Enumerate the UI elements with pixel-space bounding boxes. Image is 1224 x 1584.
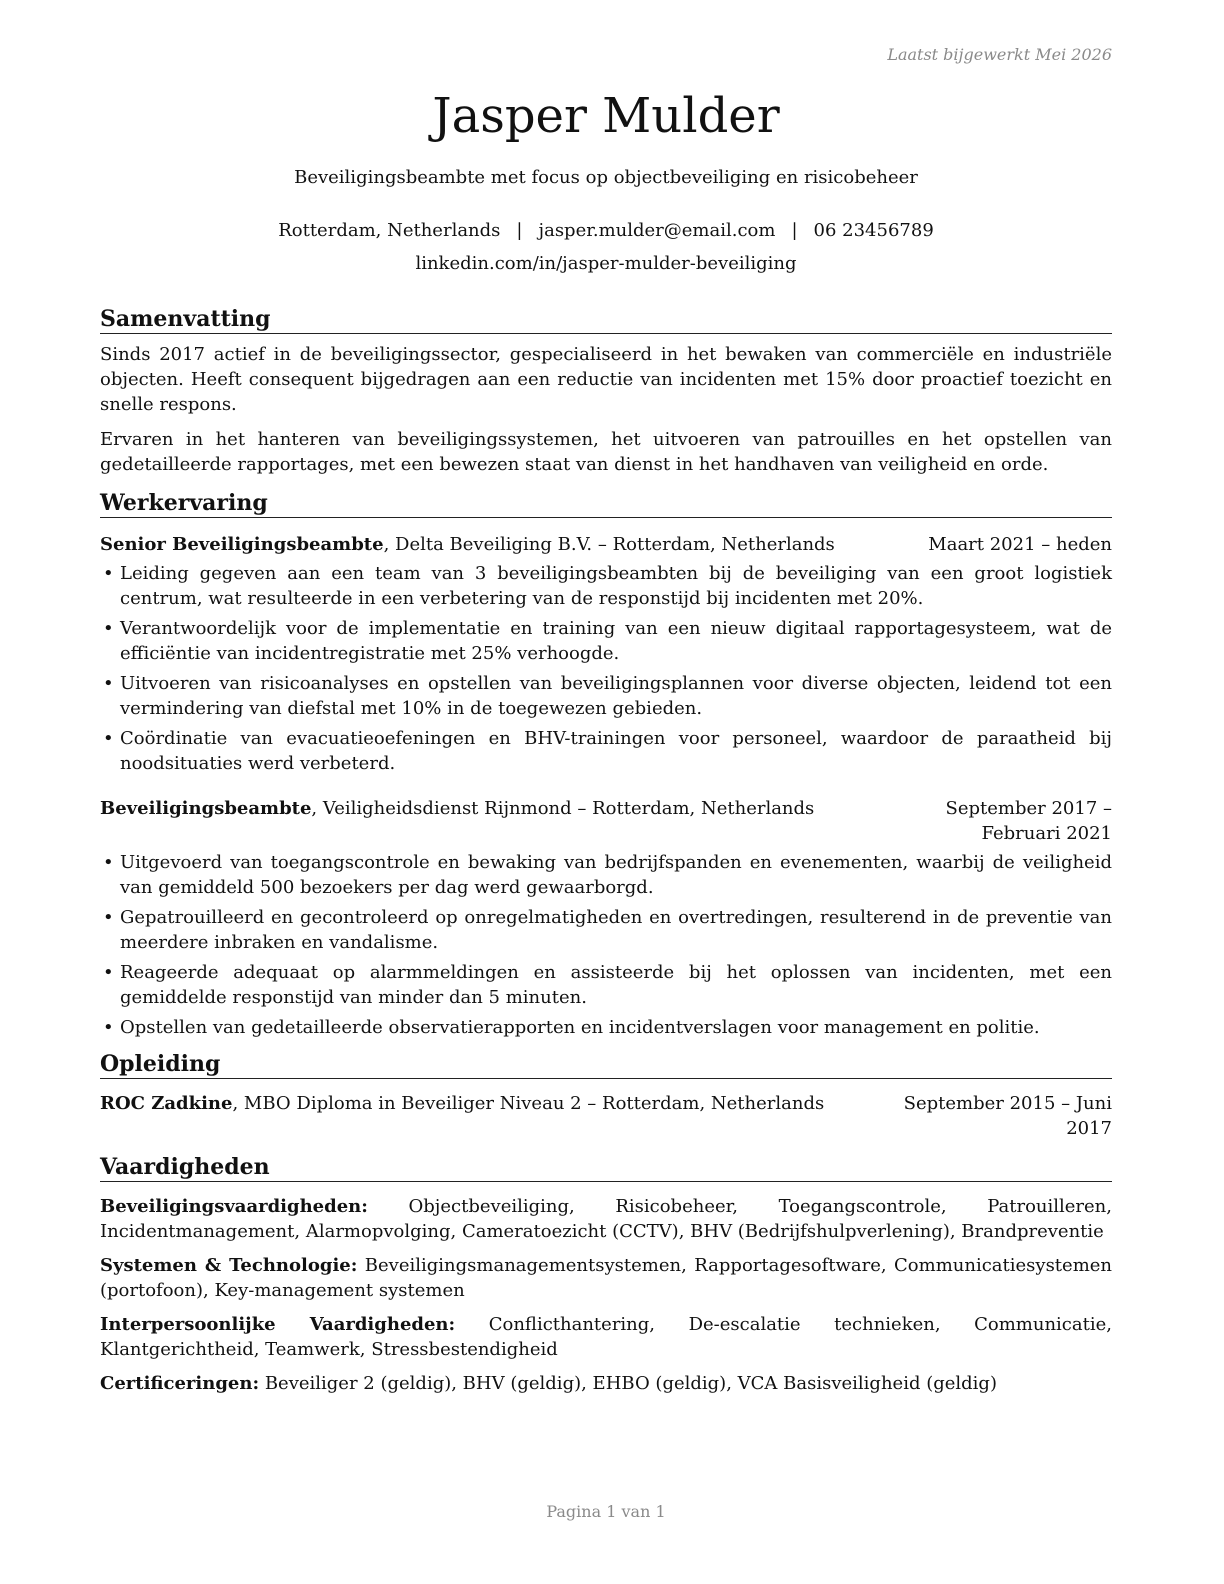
job-bullet: • Uitvoeren van risicoanalyses en opstellen van beveiligingsplannen voor diverse objecten, leidend tot een vermindering van diefstal met 10% in de toegewezen gebieden. <box>100 671 1112 721</box>
job-dates: Maart 2021 – heden <box>928 534 1112 555</box>
skill-values: Beveiligingsmanagementsystemen, Rapportagesoftware, Communicatiesystemen (portofoon), Key-management systemen <box>100 1255 1113 1301</box>
resume-page <box>100 0 1112 1584</box>
education-line <box>100 1091 824 1116</box>
skill-values: Conflicthantering, De-escalatie technieken, Communicatie, Klantgerichtheid, Teamwerk, Stressbestendigheid <box>100 1314 1112 1360</box>
skill-values: Objectbeveiliging, Risicobeheer, Toegangscontrole, Patrouilleren, Incidentmanagement, Alarmopvolging, Cameratoezicht (CCTV), BHV (Bedrijfshulpverlening), Brandpreventie <box>100 1196 1112 1242</box>
job-header <box>100 796 1112 846</box>
page-number: Pagina 1 van 1 <box>546 1502 666 1521</box>
job-title-line <box>100 796 814 821</box>
headline: Beveiligingsbeambte met focus op objectbeveiliging en risicobeheer <box>294 167 918 188</box>
candidate-name: Jasper Mulder <box>432 88 780 144</box>
education-school: ROC Zadkine <box>100 1093 233 1114</box>
resume-content <box>100 305 1112 1405</box>
job-bullets <box>100 850 1112 1040</box>
skill-label: Certificeringen: <box>100 1373 260 1394</box>
section-title-experience: Werkervaring <box>100 489 1112 518</box>
skill-group <box>100 1253 1112 1303</box>
summary-paragraph: Sinds 2017 actief in de beveiligingssector, gespecialiseerd in het bewaken van commerciële en industriële objecten. Heeft consequent bijgedragen aan een reductie van incidenten met 15% door proactief toezicht en snelle respons. <box>100 344 1112 415</box>
contact-separator: | <box>516 220 523 241</box>
summary-paragraph: Ervaren in het hanteren van beveiligingssystemen, het uitvoeren van patrouilles en het opstellen van gedetailleerde rapportages, met een bewezen staat van dienst in het handhaven van veiligheid en orde. <box>100 429 1112 475</box>
skill-label: Interpersoonlijke Vaardigheden: <box>100 1314 456 1335</box>
job-bullets <box>100 561 1112 776</box>
job-dates: September 2017 – Februari 2021 <box>945 798 1112 844</box>
job-entry <box>100 796 1112 1040</box>
job-bullet: • Uitgevoerd van toegangscontrole en bewaking van bedrijfspanden en evenementen, waarbij de veiligheid van gemiddeld 500 bezoekers per dag werd gewaarborgd. <box>100 850 1112 900</box>
skill-group <box>100 1194 1112 1244</box>
job-header <box>100 532 1112 557</box>
job-bullet: • Reageerde adequaat op alarmmeldingen en assisteerde bij het oplossen van incidenten, met een gemiddelde responstijd van minder dan 5 minuten. <box>100 960 1112 1010</box>
contact-phone[interactable]: 06 23456789 <box>813 220 934 241</box>
skill-label: Beveiligingsvaardigheden: <box>100 1196 368 1217</box>
education-entry <box>100 1091 1112 1141</box>
education-dates: September 2015 – Juni 2017 <box>903 1093 1112 1139</box>
section-title-summary: Samenvatting <box>100 305 1112 334</box>
skill-values: Beveiliger 2 (geldig), BHV (geldig), EHBO (geldig), VCA Basisveiligheid (geldig) <box>259 1373 997 1394</box>
section-title-education: Opleiding <box>100 1050 1112 1079</box>
job-entry <box>100 532 1112 776</box>
skills-list <box>100 1194 1112 1396</box>
contact-separator: | <box>791 220 798 241</box>
job-bullet: • Gepatrouilleerd en gecontroleerd op onregelmatigheden en overtredingen, resulterend in de preventie van meerdere inbraken en vandalisme. <box>100 905 1112 955</box>
job-bullet: • Coördinatie van evacuatieoefeningen en BHV-trainingen voor personeel, waardoor de paraatheid bij noodsituaties werd verbeterd. <box>100 726 1112 776</box>
job-title: Senior Beveiligingsbeambte <box>100 534 384 555</box>
education-degree: , MBO Diploma in Beveiliger Niveau 2 – Rotterdam, Netherlands <box>232 1093 825 1114</box>
job-title-line <box>100 532 835 557</box>
contact-email[interactable]: jasper.mulder@email.com <box>538 220 776 241</box>
job-employer: , Veiligheidsdienst Rijnmond – Rotterdam, Netherlands <box>311 798 815 819</box>
job-title: Beveiligingsbeambte <box>100 798 312 819</box>
job-bullet: • Opstellen van gedetailleerde observatierapporten en incidentverslagen voor management en politie. <box>100 1015 1112 1040</box>
skill-label: Systemen & Technologie: <box>100 1255 358 1276</box>
skill-group <box>100 1371 1112 1396</box>
skill-group <box>100 1312 1112 1362</box>
contact-linkedin[interactable]: linkedin.com/in/jasper-mulder-beveiliging <box>415 253 797 274</box>
section-title-skills: Vaardigheden <box>100 1153 1112 1182</box>
job-employer: , Delta Beveiliging B.V. – Rotterdam, Netherlands <box>383 534 835 555</box>
contact-line <box>100 220 1112 241</box>
last-updated: Laatst bijgewerkt Mei 2026 <box>887 45 1112 64</box>
job-bullet: • Verantwoordelijk voor de implementatie en training van een nieuw digitaal rapportagesysteem, wat de efficiëntie van incidentregistratie met 25% verhoogde. <box>100 616 1112 666</box>
contact-location: Rotterdam, Netherlands <box>278 220 501 241</box>
job-bullet: • Leiding gegeven aan een team van 3 beveiligingsbeambten bij de beveiliging van een groot logistiek centrum, wat resulteerde in een verbetering van de responstijd bij incidenten met 20%. <box>100 561 1112 611</box>
